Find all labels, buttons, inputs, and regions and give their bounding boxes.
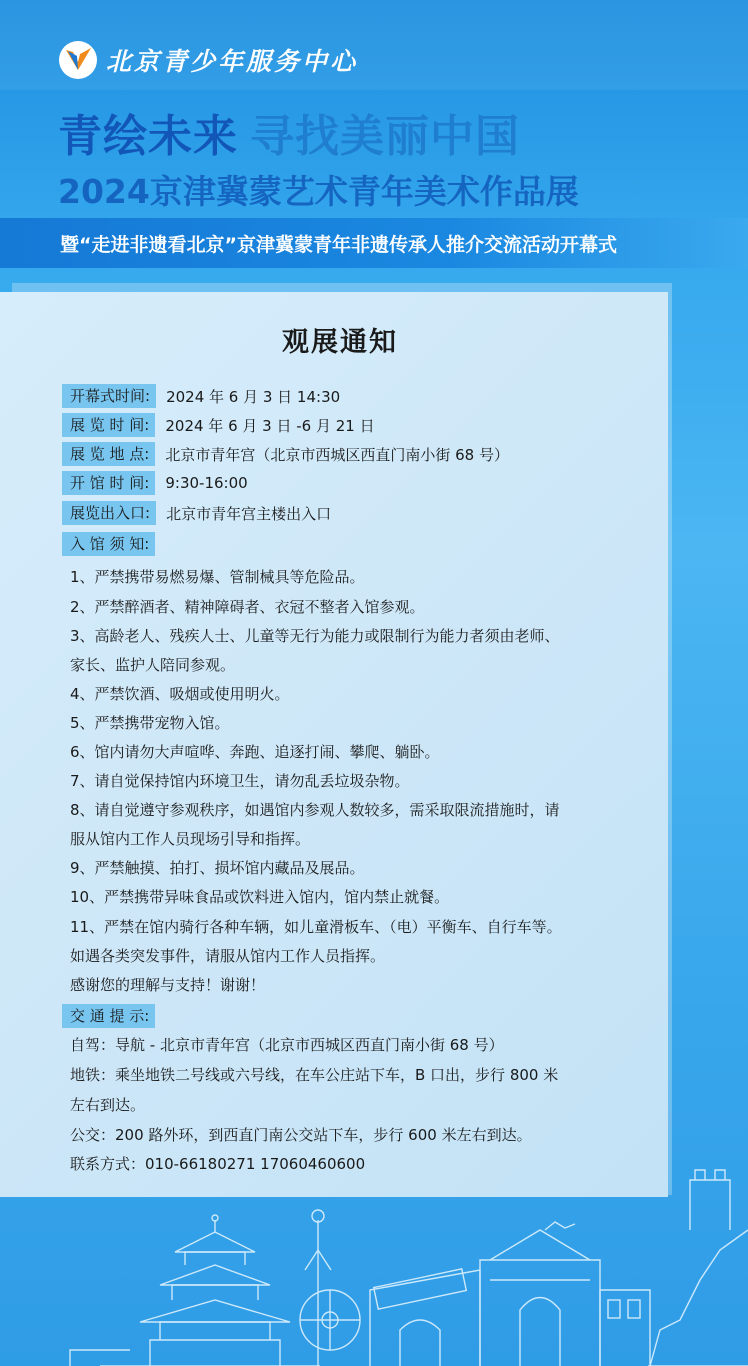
rules-heading: [62, 531, 155, 557]
info-label: 开 馆 时 间:: [62, 471, 155, 495]
rule-item: 10、严禁携带异味食品或饮料进入馆内，馆内禁止就餐。: [70, 888, 450, 906]
info-value: 北京市青年宫主楼出入口: [166, 504, 332, 523]
ribbon-banner: [0, 218, 748, 268]
rule-item: 1、严禁携带易燃易爆、管制械具等危险品。: [70, 568, 365, 586]
info-row-period: [62, 412, 375, 438]
rule-item: 2、严禁醉酒者、精神障碍者、衣冠不整者入馆参观。: [70, 598, 425, 616]
rule-item: 服从馆内工作人员现场引导和指挥。: [70, 830, 311, 848]
info-label: 展 览 时 间:: [62, 413, 155, 437]
traffic-item: 自驾：导航 - 北京市青年宫（北京市西城区西直门南小街 68 号）: [70, 1036, 504, 1054]
rule-item: 感谢您的理解与支持！谢谢！: [70, 976, 266, 994]
main-title-part1: 青绘未来: [58, 111, 238, 162]
info-label: 开幕式时间:: [62, 384, 156, 408]
traffic-item: 公交：200 路外环，到西直门南公交站下车，步行 600 米左右到达。: [70, 1126, 532, 1144]
rule-item: 家长、监护人陪同参观。: [70, 656, 236, 674]
skyline-illustration: [0, 1150, 748, 1366]
rule-item: 7、请自觉保持馆内环境卫生，请勿乱丢垃圾杂物。: [70, 772, 410, 790]
ribbon-text: 暨“走进非遗看北京”京津冀蒙青年非遗传承人推介交流活动开幕式: [60, 234, 617, 256]
info-row-venue: [62, 441, 509, 467]
traffic-item: 地铁：乘坐地铁二号线或六号线，在车公庄站下车，B 口出，步行 800 米: [70, 1066, 559, 1084]
logo-icon: [58, 40, 98, 80]
rule-item: 4、严禁饮酒、吸烟或使用明火。: [70, 685, 290, 703]
main-title: [58, 100, 698, 164]
info-value: 2024 年 6 月 3 日 14:30: [166, 387, 341, 406]
rules-label: 入 馆 须 知:: [62, 532, 155, 556]
info-label: 展 览 地 点:: [62, 442, 155, 466]
sub-title: 2024京津冀蒙艺术青年美术作品展: [58, 172, 579, 211]
traffic-label: 交 通 提 示:: [62, 1004, 155, 1028]
info-row-entrance: [62, 500, 331, 526]
org-logo: [58, 40, 358, 80]
rule-item: 8、请自觉遵守参观秩序，如遇馆内参观人数较多，需采取限流措施时，请: [70, 801, 560, 819]
rule-item: 11、严禁在馆内骑行各种车辆，如儿童滑板车、（电）平衡车、自行车等。: [70, 918, 562, 936]
traffic-heading: [62, 1003, 155, 1029]
rule-item: 3、高龄老人、残疾人士、儿童等无行为能力或限制行为能力者须由老师、: [70, 627, 560, 645]
info-value: 2024 年 6 月 3 日 -6 月 21 日: [165, 416, 375, 435]
info-value: 9:30-16:00: [165, 474, 248, 492]
info-row-opening: [62, 383, 340, 409]
rule-item: 5、严禁携带宠物入馆。: [70, 714, 230, 732]
info-label: 展览出入口:: [62, 501, 156, 525]
main-title-part2: 寻找美丽中国: [250, 111, 520, 162]
info-row-hours: [62, 470, 248, 496]
rule-item: 如遇各类突发事件，请服从馆内工作人员指挥。: [70, 947, 386, 965]
notice-heading: 观展通知: [282, 327, 398, 358]
info-value: 北京市青年宫（北京市西城区西直门南小街 68 号）: [165, 445, 509, 464]
rule-item: 6、馆内请勿大声喧哗、奔跑、追逐打闹、攀爬、躺卧。: [70, 743, 440, 761]
traffic-item: 左右到达。: [70, 1096, 146, 1114]
rule-item: 9、严禁触摸、拍打、损坏馆内藏品及展品。: [70, 859, 365, 877]
org-name: 北京青少年服务中心: [106, 47, 359, 76]
contact-info: 联系方式：010-66180271 17060460600: [70, 1155, 366, 1173]
